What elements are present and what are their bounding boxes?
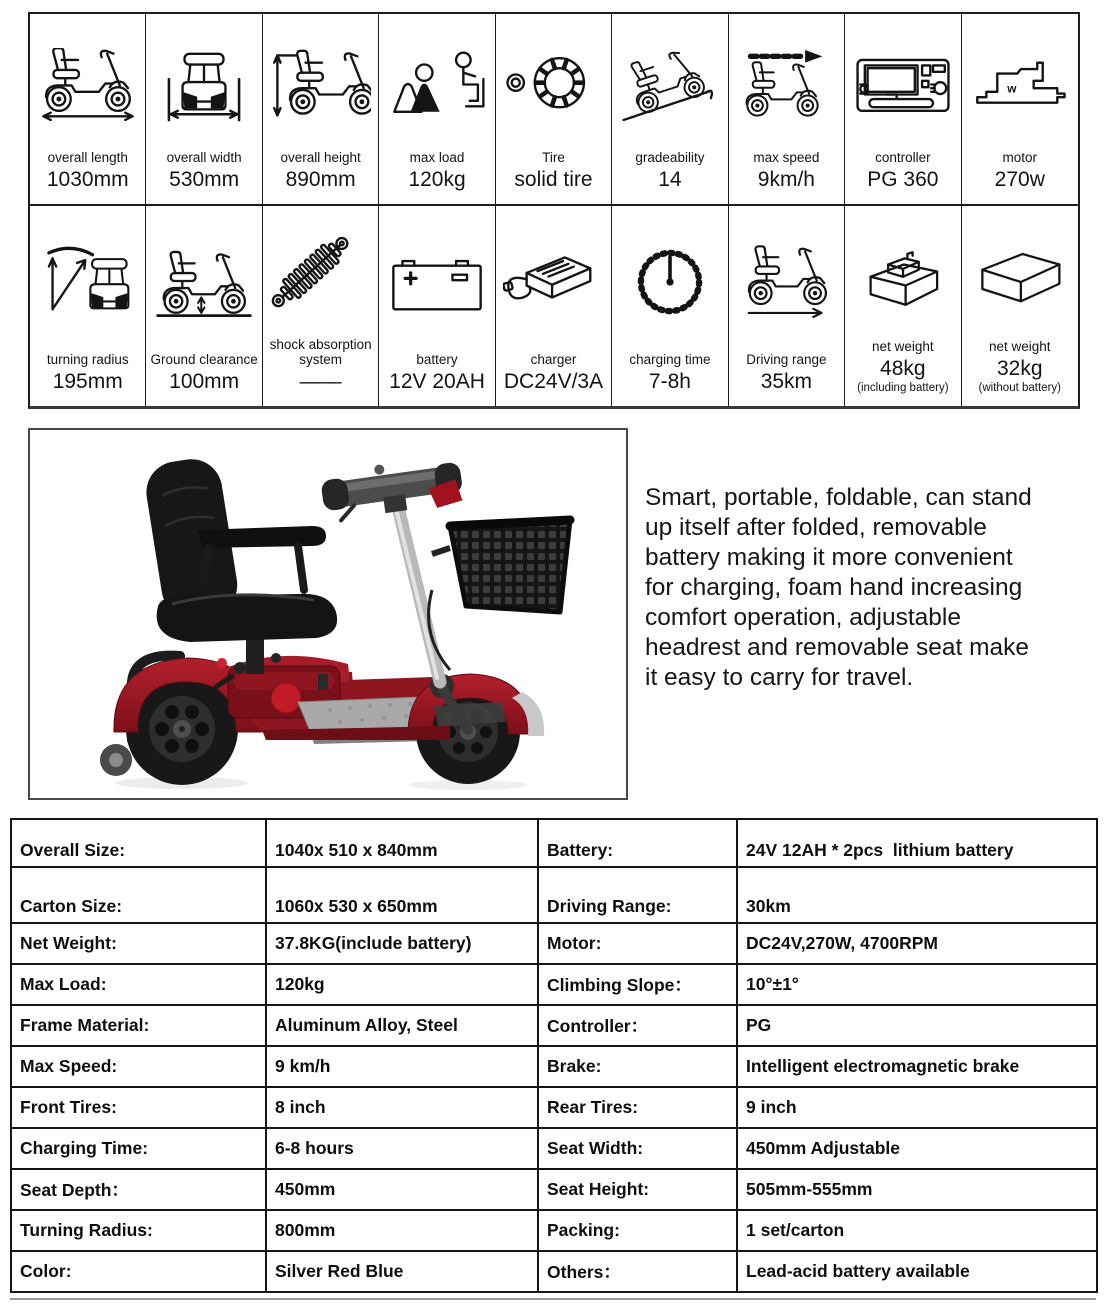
description-line: headrest and removable seat make [645, 634, 1030, 661]
spec-label: overall height [280, 149, 361, 165]
table-label: Seat Depth： [12, 1170, 267, 1211]
spec-cell-net-weight-with-battery [845, 206, 961, 406]
controller-icon [853, 48, 953, 121]
table-value: PG [738, 1006, 1098, 1047]
spec-value: 12V 20AH [389, 370, 485, 393]
spec-value: 32kg [996, 357, 1043, 380]
table-label: Carton Size: [12, 868, 267, 924]
table-value: DC24V,270W, 4700RPM [738, 924, 1098, 965]
spec-label: Tire [542, 149, 565, 165]
table-label: Climbing Slope： [539, 965, 738, 1006]
table-value: Intelligent electromagnetic brake [738, 1047, 1098, 1088]
spec-cell-overall-length [30, 14, 146, 206]
spec-table [10, 818, 1098, 1293]
table-value: 1 set/carton [738, 1211, 1098, 1252]
product-photo-frame [28, 428, 628, 800]
table-label: Front Tires: [12, 1088, 267, 1129]
spec-cell-gradeability [612, 14, 728, 206]
spec-label: controller [875, 149, 931, 165]
spec-cell-tire [496, 14, 612, 206]
table-label: Rear Tires: [539, 1088, 738, 1129]
spec-label: overall length [47, 149, 128, 165]
table-value: 30km [738, 868, 1098, 924]
tire-icon [503, 48, 603, 121]
turning-radius-icon [38, 242, 138, 322]
box-with-battery-icon [853, 240, 953, 310]
spec-value: solid tire [514, 168, 593, 191]
table-label: Max Speed: [12, 1047, 267, 1088]
table-value: 800mm [267, 1211, 539, 1252]
spec-value: 530mm [169, 168, 240, 191]
table-label: Others： [539, 1252, 738, 1293]
spec-value: 14 [658, 168, 682, 191]
spec-label: overall width [166, 149, 242, 165]
ground-clearance-icon [154, 244, 254, 320]
table-value: 6-8 hours [267, 1129, 539, 1170]
description-line: it easy to carry for travel. [645, 664, 914, 691]
spec-value: 7-8h [648, 370, 691, 393]
spec-label: net weight [988, 338, 1051, 354]
spec-cell-max-load [379, 14, 495, 206]
table-value: 120kg [267, 965, 539, 1006]
table-value: 1040x 510 x 840mm [267, 820, 539, 868]
table-value: 9 inch [738, 1088, 1098, 1129]
spec-cell-net-weight-without-battery [962, 206, 1078, 406]
spec-cell-controller [845, 14, 961, 206]
spec-label: max load [409, 149, 465, 165]
spec-icon-grid [28, 12, 1080, 409]
shock-absorber-icon [271, 236, 371, 312]
spec-value: 35km [760, 370, 813, 393]
table-label: Color: [12, 1252, 267, 1293]
table-value: 450mm [267, 1170, 539, 1211]
table-value: 505mm-555mm [738, 1170, 1098, 1211]
table-label: Frame Material: [12, 1006, 267, 1047]
battery-icon [387, 244, 487, 320]
table-label: Overall Size: [12, 820, 267, 868]
table-label: Motor: [539, 924, 738, 965]
table-value: 10°±1° [738, 965, 1098, 1006]
table-value: Lead-acid battery available [738, 1252, 1098, 1293]
description-line: up itself after folded, removable [645, 514, 987, 541]
table-value: 8 inch [267, 1088, 539, 1129]
spec-cell-overall-width [146, 14, 262, 206]
spec-note: (including battery) [857, 382, 949, 394]
spec-label: charging time [629, 351, 711, 367]
table-label: Seat Width: [539, 1129, 738, 1170]
charger-icon [503, 244, 603, 320]
spec-label: turning radius [46, 351, 129, 367]
spec-cell-charger [496, 206, 612, 406]
max-speed-icon [736, 48, 836, 121]
spec-value: 100mm [169, 370, 240, 393]
scooter-length-icon [38, 48, 138, 121]
spec-value: 270w [994, 168, 1045, 191]
table-value: Silver Red Blue [267, 1252, 539, 1293]
spec-cell-motor [962, 14, 1078, 206]
spec-cell-ground-clearance [146, 206, 262, 406]
table-label: Battery: [539, 820, 738, 868]
spec-label: net weight [872, 338, 934, 354]
max-load-icon [387, 48, 487, 121]
spec-cell-shock-absorption [263, 206, 379, 406]
table-value: 450mm Adjustable [738, 1129, 1098, 1170]
spec-label: motor [1002, 149, 1038, 165]
description-line: for charging, foam hand increasing [645, 574, 1023, 601]
spec-cell-overall-height [263, 14, 379, 206]
clock-icon [620, 244, 720, 320]
scooter-height-icon [271, 48, 371, 121]
spec-cell-charging-time [612, 206, 728, 406]
spec-label: Driving range [746, 351, 827, 367]
spec-value: —— [299, 370, 342, 393]
scooter-width-icon [166, 46, 242, 124]
table-label: Charging Time: [12, 1129, 267, 1170]
spec-label: max speed [753, 149, 820, 165]
product-description [645, 483, 1105, 693]
table-label: Max Load: [12, 965, 267, 1006]
spec-value: 1030mm [46, 168, 129, 191]
spec-value: 890mm [285, 168, 356, 191]
spec-value: DC24V/3A [503, 370, 604, 393]
table-value: 37.8KG(include battery) [267, 924, 539, 965]
spec-label: battery [416, 351, 458, 367]
spec-value: 9km/h [757, 168, 815, 191]
description-line: Smart, portable, foldable, can stand [645, 484, 1032, 511]
gradeability-icon [620, 48, 720, 121]
table-value: Aluminum Alloy, Steel [267, 1006, 539, 1047]
driving-range-icon [736, 244, 836, 320]
motor-icon [970, 48, 1070, 121]
spec-cell-driving-range [729, 206, 845, 406]
table-label: Driving Range: [539, 868, 738, 924]
spec-value: PG 360 [867, 168, 939, 191]
table-label: Seat Height: [539, 1170, 738, 1211]
cutoff-row-line [10, 1298, 1096, 1300]
spec-value: 120kg [408, 168, 466, 191]
table-value: 9 km/h [267, 1047, 539, 1088]
spec-label: shock absorption system [269, 336, 372, 367]
description-line: battery making it more convenient [645, 544, 1013, 571]
description-line: comfort operation, adjustable [645, 604, 961, 631]
table-label: Net Weight: [12, 924, 267, 965]
table-value: 24V 12AH * 2pcs lithium battery [738, 820, 1098, 868]
table-label: Packing: [539, 1211, 738, 1252]
table-label: Brake: [539, 1047, 738, 1088]
carton-box-icon [970, 240, 1070, 310]
spec-cell-battery [379, 206, 495, 406]
spec-value: 48kg [880, 357, 926, 380]
spec-label: Ground clearance [150, 351, 258, 367]
svg-text:w: w [1006, 82, 1017, 97]
spec-label: gradeability [635, 149, 705, 165]
spec-note: (without battery) [978, 382, 1061, 394]
red-mobility-scooter-photo [30, 430, 626, 798]
spec-value: 195mm [52, 370, 123, 393]
spec-label: charger [530, 351, 577, 367]
table-label: Controller： [539, 1006, 738, 1047]
table-value: 1060x 530 x 650mm [267, 868, 539, 924]
spec-cell-max-speed [729, 14, 845, 206]
spec-cell-turning-radius [30, 206, 146, 406]
table-label: Turning Radius: [12, 1211, 267, 1252]
